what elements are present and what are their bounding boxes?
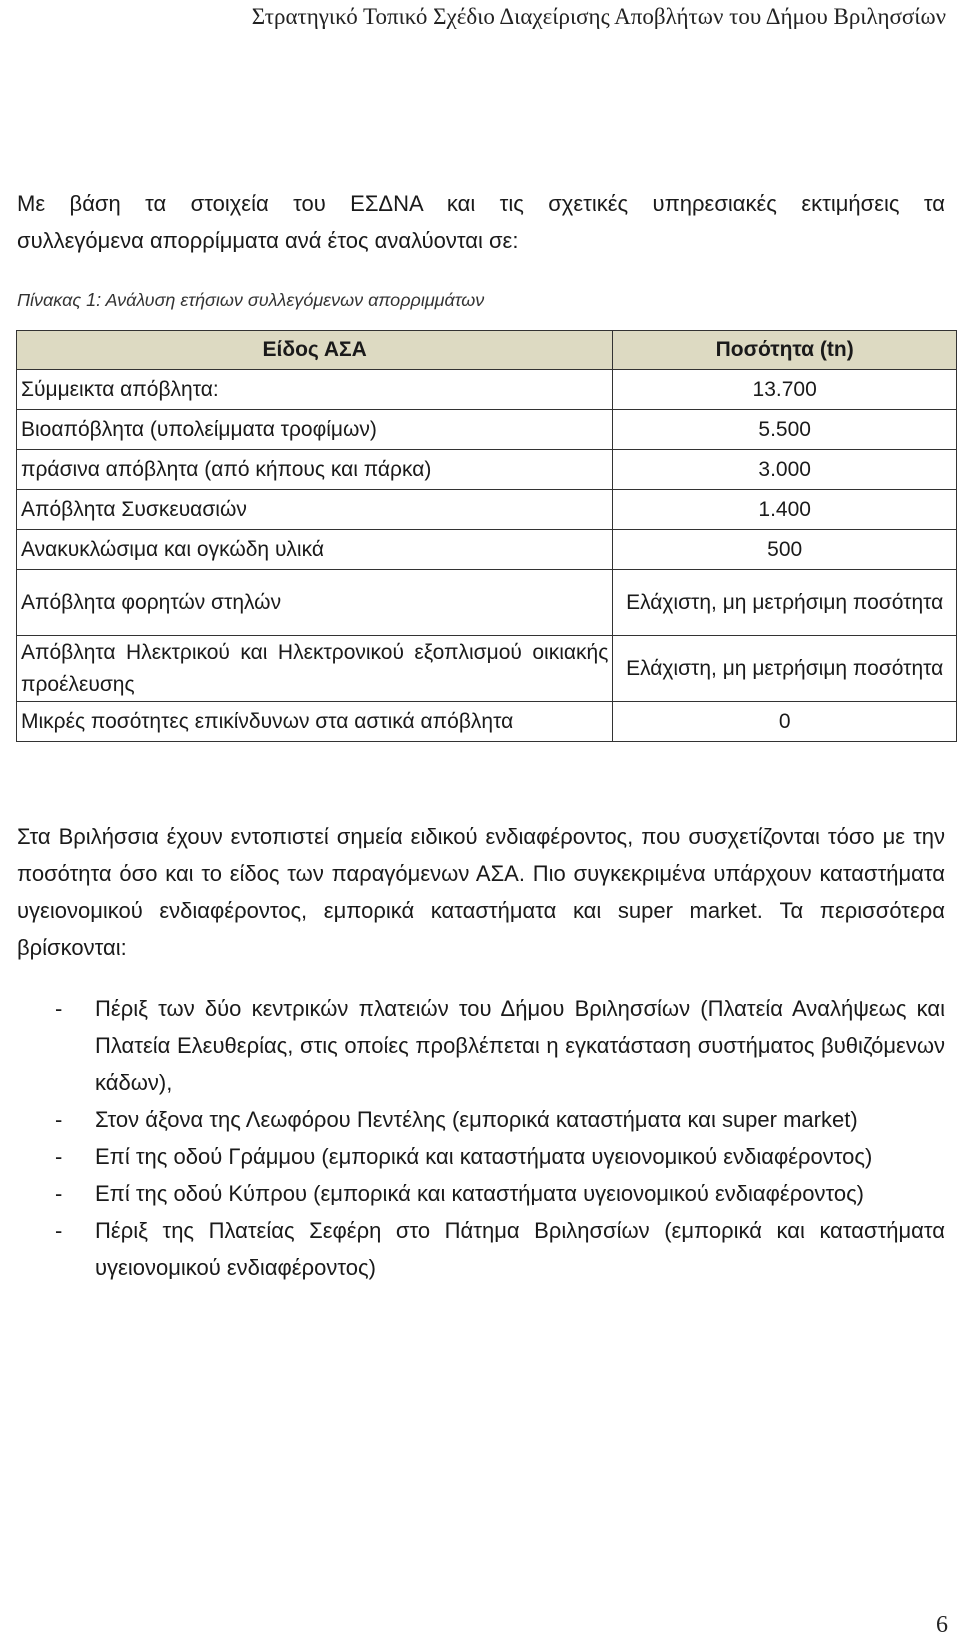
list-item [55, 1138, 945, 1175]
quantity-cell: 500 [613, 530, 957, 570]
list-item-text: Επί της οδού Κύπρου (εμπορικά και καταστήματα υγειονομικού ενδιαφέροντος) [95, 1181, 865, 1206]
table-caption: Πίνακας 1: Ανάλυση ετήσιων συλλεγόμενων απορριμμάτων [17, 290, 485, 310]
hotspots-paragraph: Στα Βριλήσσια έχουν εντοπιστεί σημεία ειδικού ενδιαφέροντος, που συσχετίζονται τόσο με την ποσότητα όσο και το είδος των παραγόμενων ΑΣΑ. Πιο συγκεκριμένα υπάρχουν καταστήματα υγειονομικού ενδιαφέροντος, εμπορικά καταστήματα και super market. Τα περισσότερα βρίσκονται: [17, 824, 945, 960]
hotspots-list [55, 990, 945, 1286]
list-item [55, 1175, 945, 1212]
table-row [17, 530, 957, 570]
waste-type-cell: Απόβλητα Συσκευασιών [17, 490, 613, 530]
bullet-dash: - [55, 996, 63, 1021]
waste-type-cell: πράσινα απόβλητα (από κήπους και πάρκα) [17, 450, 613, 490]
table-row [17, 702, 957, 742]
waste-type-cell: Μικρές ποσότητες επικίνδυνων στα αστικά απόβλητα [17, 702, 613, 742]
bullet-dash: - [55, 1107, 63, 1132]
quantity-cell: 3.000 [613, 450, 957, 490]
list-item [55, 1101, 945, 1138]
quantity-cell: 0 [613, 702, 957, 742]
list-item [55, 990, 945, 1101]
waste-type-cell: Βιοαπόβλητα (υπολείμματα τροφίμων) [17, 410, 613, 450]
waste-type-cell: Σύμμεικτα απόβλητα: [17, 370, 613, 410]
header-waste-type: Είδος ΑΣΑ [17, 331, 613, 370]
list-item [55, 1212, 945, 1286]
intro-line-2: συλλεγόμενα απορρίμματα ανά έτος αναλύονται σε: [17, 228, 519, 253]
bullet-dash: - [55, 1144, 63, 1169]
quantity-cell: 13.700 [613, 370, 957, 410]
table-row [17, 490, 957, 530]
bullet-dash: - [55, 1181, 63, 1206]
quantity-cell: 5.500 [613, 410, 957, 450]
waste-type-cell: Απόβλητα Ηλεκτρικού και Ηλεκτρονικού εξοπλισμού οικιακής προέλευσης [17, 636, 613, 702]
waste-type-cell: Ανακυκλώσιμα και ογκώδη υλικά [17, 530, 613, 570]
bullet-dash: - [55, 1218, 63, 1243]
list-item-text: Πέριξ της Πλατείας Σεφέρη στο Πάτημα Βριλησσίων (εμπορικά και καταστήματα υγειονομικού ενδιαφέροντος) [95, 1218, 945, 1280]
page-number: 6 [936, 1612, 948, 1638]
quantity-cell: Ελάχιστη, μη μετρήσιμη ποσότητα [613, 570, 957, 636]
intro-line-1: Με βάση τα στοιχεία του ΕΣΔΝΑ και τις σχετικές υπηρεσιακές εκτιμήσεις τα [17, 191, 945, 216]
quantity-cell: Ελάχιστη, μη μετρήσιμη ποσότητα [613, 636, 957, 702]
list-item-text: Πέριξ των δύο κεντρικών πλατειών του Δήμου Βριλησσίων (Πλατεία Αναλήψεως και Πλατεία Ελευθερίας, στις οποίες προβλέπεται η εγκατάσταση συστήματος βυθιζόμενων κάδων), [95, 996, 945, 1095]
waste-table [16, 330, 957, 742]
intro-paragraph [17, 185, 945, 259]
table-row [17, 370, 957, 410]
waste-type-cell: Απόβλητα φορητών στηλών [17, 570, 613, 636]
table-row [17, 450, 957, 490]
table-header-row [17, 331, 957, 370]
table-row [17, 410, 957, 450]
header-quantity: Ποσότητα (tn) [613, 331, 957, 370]
quantity-cell: 1.400 [613, 490, 957, 530]
running-header: Στρατηγικό Τοπικό Σχέδιο Διαχείρισης Αποβλήτων του Δήμου Βριλησσίων [251, 4, 946, 29]
list-item-text: Στον άξονα της Λεωφόρου Πεντέλης (εμπορικά καταστήματα και super market) [95, 1107, 858, 1132]
list-item-text: Επί της οδού Γράμμου (εμπορικά και καταστήματα υγειονομικού ενδιαφέροντος) [95, 1144, 873, 1169]
table-row [17, 636, 957, 702]
table-row [17, 570, 957, 636]
